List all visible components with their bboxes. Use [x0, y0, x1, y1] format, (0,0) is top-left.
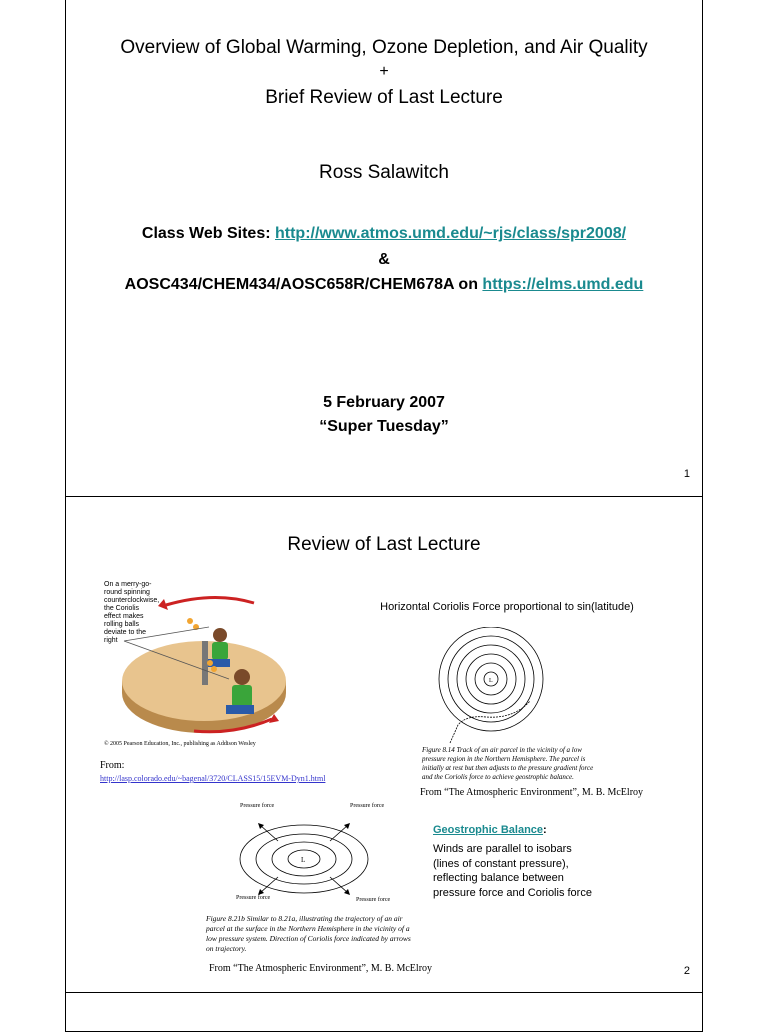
- mcelroy-source-2: From “The Atmospheric Environment”, M. B. McElroy: [209, 963, 433, 974]
- low-pressure-label-2: L: [301, 856, 306, 864]
- concentric-circles-figure: [426, 627, 566, 745]
- lecture-nickname: “Super Tuesday”: [319, 418, 449, 435]
- geostrophic-body: [433, 842, 592, 900]
- title-line-1: Overview of Global Warming, Ozone Depletion, and Air Quality: [120, 37, 648, 58]
- isobar-diagram: [426, 627, 566, 745]
- geostrophic-line-3: reflecting balance between: [433, 872, 564, 884]
- page-number: 1: [683, 468, 690, 480]
- slide-1: [65, 0, 703, 497]
- pressure-force-label-tl: Pressure force: [240, 803, 275, 809]
- geostrophic-line-2: (lines of constant pressure),: [433, 857, 569, 870]
- courses-label: AOSC434/CHEM434/AOSC658R/CHEM678A on: [124, 276, 478, 293]
- author-name: Ross Salawitch: [319, 162, 449, 183]
- geostrophic-colon: :: [543, 824, 547, 836]
- geostrophic-heading-line: [433, 824, 547, 836]
- title-plus: +: [379, 63, 389, 80]
- geostrophic-line-4: pressure force and Coriolis force: [433, 886, 592, 899]
- ampersand: &: [378, 251, 390, 268]
- slide-title: Review of Last Lecture: [287, 534, 481, 555]
- low-pressure-label: L: [489, 678, 493, 684]
- mcelroy-source-1: From “The Atmospheric Environment”, M. B. McElroy: [420, 787, 644, 798]
- courses-line: [66, 276, 702, 294]
- slide-3: [65, 992, 703, 1032]
- merry-go-round-figure: [104, 581, 304, 751]
- pressure-force-label-br: Pressure force: [356, 897, 391, 903]
- page-number: 2: [683, 965, 690, 977]
- from-label: From:: [100, 760, 125, 771]
- copyright-notice: © 2005 Pearson Education, Inc., publishing as Addison Wesley: [104, 741, 256, 747]
- lecture-date: 5 February 2007: [323, 394, 445, 411]
- figure-8-14-caption: Figure 8.14 Track of an air parcel in the vicinity of a low pressure region in the Northern Hemisphere. The parcel is initially at rest but then adjusts to the pressure gradient force and the Coriolis force to achieve geostrophic balance.: [422, 746, 594, 781]
- pressure-force-label-bl: Pressure force: [236, 895, 271, 901]
- pressure-force-label-tr: Pressure force: [350, 803, 385, 809]
- class-site-link[interactable]: http://www.atmos.umd.edu/~rjs/class/spr2008/: [275, 225, 627, 242]
- geostrophic-line-1: Winds are parallel to isobars: [433, 843, 572, 855]
- elms-link[interactable]: https://elms.umd.edu: [482, 276, 644, 293]
- geostrophic-heading: Geostrophic Balance: [433, 824, 544, 836]
- merry-go-round-caption: On a merry-go-round spinning counterclockwise, the Coriolis effect makes rolling balls deviate to the right: [104, 581, 160, 644]
- lasp-link[interactable]: http://lasp.colorado.edu/~bagenal/3720/CLASS15/15EVM-Dyn1.html: [100, 774, 326, 783]
- coriolis-heading: Horizontal Coriolis Force proportional to sin(latitude): [380, 601, 634, 613]
- class-sites-line: [66, 225, 702, 243]
- geostrophic-diagram: [200, 805, 416, 909]
- class-sites-label: Class Web Sites:: [141, 225, 271, 242]
- title-line-2: Brief Review of Last Lecture: [265, 87, 503, 108]
- slide-2: [65, 496, 703, 993]
- figure-8-21b-caption: Figure 8.21b Similar to 8.21a, illustrating the trajectory of an air parcel at the surface in the Northern Hemisphere in the vicinity of a low pressure system. Direction of Coriolis force indicated by arrows on trajectory.: [206, 914, 411, 953]
- pressure-force-figure: [200, 805, 416, 909]
